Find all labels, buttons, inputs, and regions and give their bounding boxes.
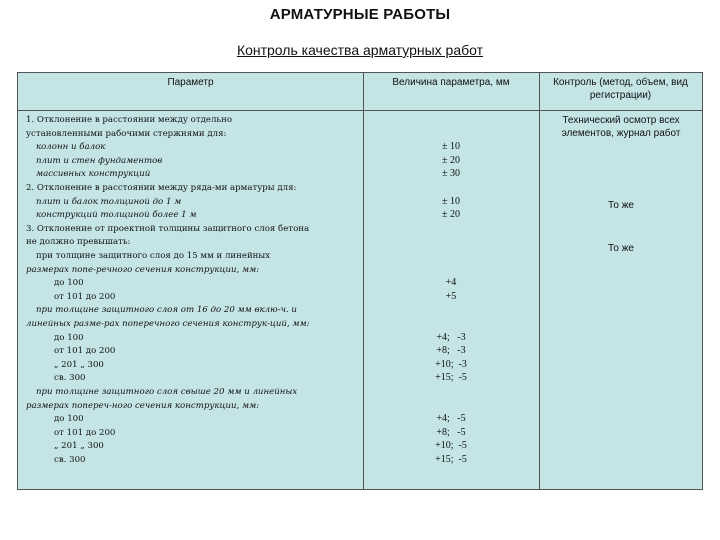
header-divider — [18, 110, 702, 111]
quality-control-table — [17, 72, 703, 490]
value-line: ± 10 — [442, 195, 460, 207]
column-divider — [539, 73, 540, 489]
value-line: +15; -5 — [435, 454, 467, 465]
param-line: при толщине защитного слоя от 16 до 20 мм вклю-ч. и — [36, 305, 297, 316]
value-column — [364, 114, 538, 484]
param-line: 1. Отклонение в расстоянии между отдельно — [26, 115, 233, 125]
value-line: ± 20 — [442, 154, 460, 166]
value-line: ± 10 — [442, 141, 460, 153]
param-line: до 100 — [54, 332, 84, 343]
value-line: +10; -3 — [435, 358, 467, 370]
value-line: +8; -3 — [436, 345, 466, 357]
header-param: Параметр — [167, 77, 214, 88]
param-line: массивных конструкций — [36, 169, 151, 180]
param-line: размерах попе-речного сечения конструкции, мм: — [26, 264, 260, 275]
param-line: св. 300 — [54, 373, 86, 384]
param-line: св. 300 — [54, 455, 86, 465]
param-line: установленными рабочими стержнями для: — [26, 128, 227, 139]
param-line: плит и стен фундаментов — [36, 155, 163, 166]
control-cell-1: Технический осмотр всех элементов, журнал работ — [561, 115, 681, 139]
value-line: ± 30 — [442, 168, 460, 180]
param-line: конструкций толщиной более 1 м — [36, 210, 197, 221]
value-line: +10; -5 — [435, 440, 467, 452]
param-line: „ 201 „ 300 — [54, 441, 104, 452]
control-cell-3: То же — [608, 243, 634, 254]
control-cell-2: То же — [608, 200, 634, 211]
param-line: 2. Отклонение в расстоянии между ряда-ми арматуры для: — [26, 183, 297, 193]
param-line: при толщине защитного слоя свыше 20 мм и линейных — [36, 387, 298, 397]
param-line: при толщине защитного слоя до 15 мм и линейных — [36, 251, 271, 261]
header-control: Контроль (метод, объем, вид регистрации) — [553, 77, 688, 101]
param-line: размерах попереч-ного сечения конструкции, мм: — [26, 400, 260, 411]
value-line: +8; -5 — [436, 426, 466, 438]
header-value: Величина параметра, мм — [392, 77, 510, 88]
param-line: 3. Отклонение от проектной толщины защитного слоя бетона — [26, 223, 310, 234]
param-line: до 100 — [54, 414, 84, 425]
value-line: +4 — [445, 277, 457, 289]
value-line: +5 — [445, 290, 457, 302]
param-line: от 101 до 200 — [54, 291, 116, 302]
value-line: ± 20 — [442, 209, 460, 221]
param-line: от 101 до 200 — [54, 346, 116, 357]
param-column — [26, 114, 361, 484]
param-line: линейных разме-рах поперечного сечения конструк-ций, мм: — [26, 319, 310, 329]
param-line: колонн и балок — [36, 142, 106, 153]
param-line: до 100 — [54, 278, 84, 289]
param-line: не должно превышать: — [26, 237, 131, 248]
page-title: АРМАТУРНЫЕ РАБОТЫ — [269, 6, 451, 23]
value-line: +15; -5 — [435, 372, 467, 384]
param-line: плит и балок толщиной до 1 м — [36, 196, 182, 207]
param-line: от 101 до 200 — [54, 427, 116, 438]
value-line: +4; -3 — [436, 331, 466, 343]
param-line: „ 201 „ 300 — [54, 359, 104, 370]
page-subtitle: Контроль качества арматурных работ — [236, 42, 484, 58]
value-line: +4; -5 — [436, 413, 466, 425]
